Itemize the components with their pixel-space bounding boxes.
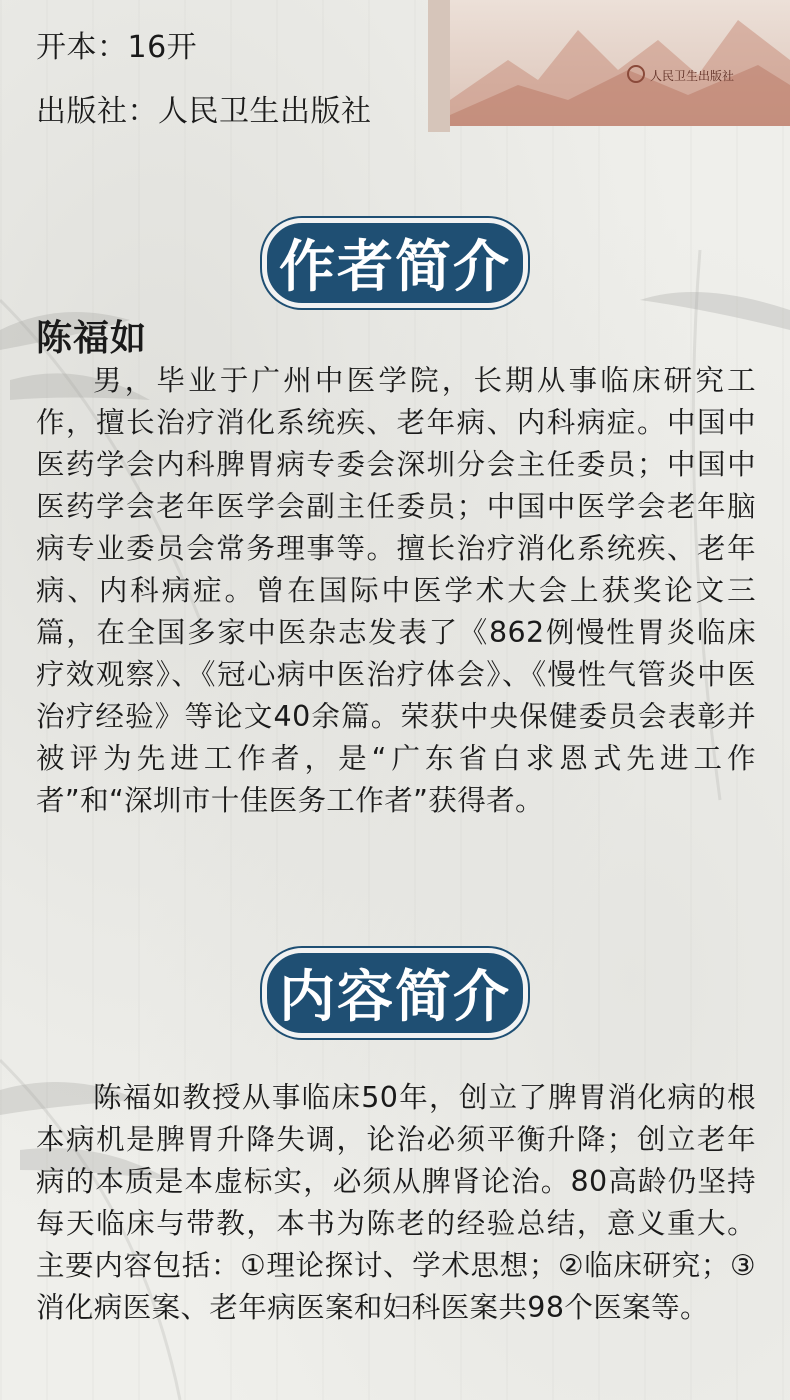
publisher-info: 出版社：人民卫生出版社 xyxy=(36,94,372,129)
format-info: 开本：16开 xyxy=(36,30,198,65)
author-bio: 男，毕业于广州中医学院，长期从事临床研究工作，擅长治疗消化系统疾、老年病、内科病症。中国中医药学会内科脾胃病专委会深圳分会主任委员；中国中医药学会老年医学会副主任委员；中国中医学会老年脑病专业委员会常务理事等。擅长治疗消化系统疾、老年病、内科病症。曾在国际中医学术大会上获奖论文三篇，在全国多家中医杂志发表了《862例慢性胃炎临床疗效观察》、《冠心病中医治疗体会》、《慢性气管炎中医治疗经验》等论文40余篇。荣获中央保健委员会表彰并被评为先进工作者，是“广东省白求恩式先进工作者”和“深圳市十佳医务工作者”获得者。 xyxy=(36,364,756,817)
book-cover-image xyxy=(428,0,790,132)
author-heading-text: 作者简介 xyxy=(279,235,511,300)
author-section-heading xyxy=(262,218,528,308)
content-heading-text: 内容简介 xyxy=(279,965,511,1030)
cover-publisher-logo: 人民卫生出版社 xyxy=(650,69,735,83)
content-section-heading xyxy=(262,948,528,1038)
author-name: 陈福如 xyxy=(36,318,148,359)
content-summary: 陈福如教授从事临床50年，创立了脾胃消化病的根本病机是脾胃升降失调，论治必须平衡升降；创立老年病的本质是本虚标实，必须从脾肾论治。80高龄仍坚持每天临床与带教，本书为陈老的经验总结，意义重大。主要内容包括：①理论探讨、学术思想；②临床研究；③消化病医案、老年病医案和妇科医案共98个医案等。 xyxy=(36,1081,756,1324)
